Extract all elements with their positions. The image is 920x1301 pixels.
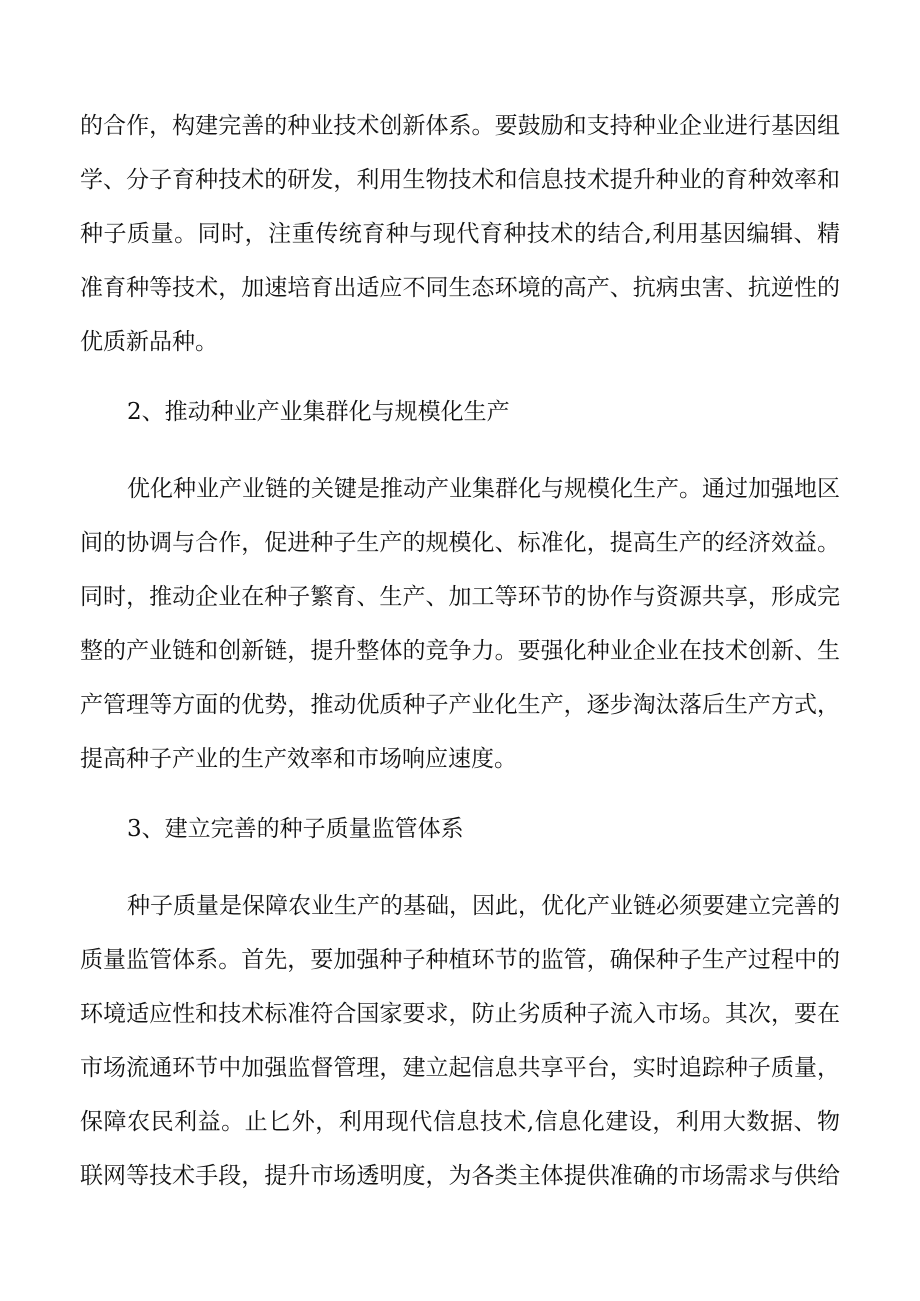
paragraph-line: 环境适应性和技术标准符合国家要求，防止劣质种子流入市场。其次，要在	[80, 1001, 840, 1027]
paragraph-line: 优化种业产业链的关键是推动产业集群化与规模化生产。通过加强地区	[127, 476, 840, 502]
paragraph-line: 间的协调与合作，促进种子生产的规模化、标准化，提高生产的经济效益。	[80, 530, 840, 556]
paragraph-line: 同时，推动企业在种子繁育、生产、加工等环节的协作与资源共享，形成完	[80, 584, 840, 610]
section-heading: 2、推动种业产业集群化与规模化生产	[127, 399, 510, 425]
paragraph-line: 优质新品种。	[80, 329, 218, 355]
paragraph-line: 质量监管体系。首先，要加强种子种植环节的监管，确保种子生产过程中的	[80, 947, 840, 973]
paragraph-line: 准育种等技术，加速培育出适应不同生态环境的高产、抗病虫害、抗逆性的	[80, 275, 840, 301]
paragraph-line: 保障农民利益。止匕外，利用现代信息技术,信息化建设，利用大数据、物	[80, 1109, 840, 1135]
paragraph-line: 产管理等方面的优势，推动优质种子产业化生产，逐步淘汰落后生产方式，	[80, 692, 840, 718]
paragraph-line: 市场流通环节中加强监督管理，建立起信息共享平台，实时追踪种子质量，	[80, 1055, 840, 1081]
paragraph-line: 学、分子育种技术的研发，利用生物技术和信息技术提升种业的育种效率和	[80, 167, 840, 193]
section-heading: 3、建立完善的种子质量监管体系	[127, 816, 464, 842]
paragraph-line: 种子质量。同时，注重传统育种与现代育种技术的结合,利用基因编辑、精	[80, 221, 840, 247]
paragraph-line: 联网等技术手段，提升市场透明度，为各类主体提供准确的市场需求与供给	[80, 1163, 840, 1189]
paragraph-line: 提高种子产业的生产效率和市场响应速度。	[80, 746, 517, 772]
paragraph-line: 整的产业链和创新链，提升整体的竞争力。要强化种业企业在技术创新、生	[80, 638, 840, 664]
paragraph-line: 的合作，构建完善的种业技术创新体系。要鼓励和支持种业企业进行基因组	[80, 113, 840, 139]
paragraph-line: 种子质量是保障农业生产的基础，因此，优化产业链必须要建立完善的	[127, 893, 840, 919]
